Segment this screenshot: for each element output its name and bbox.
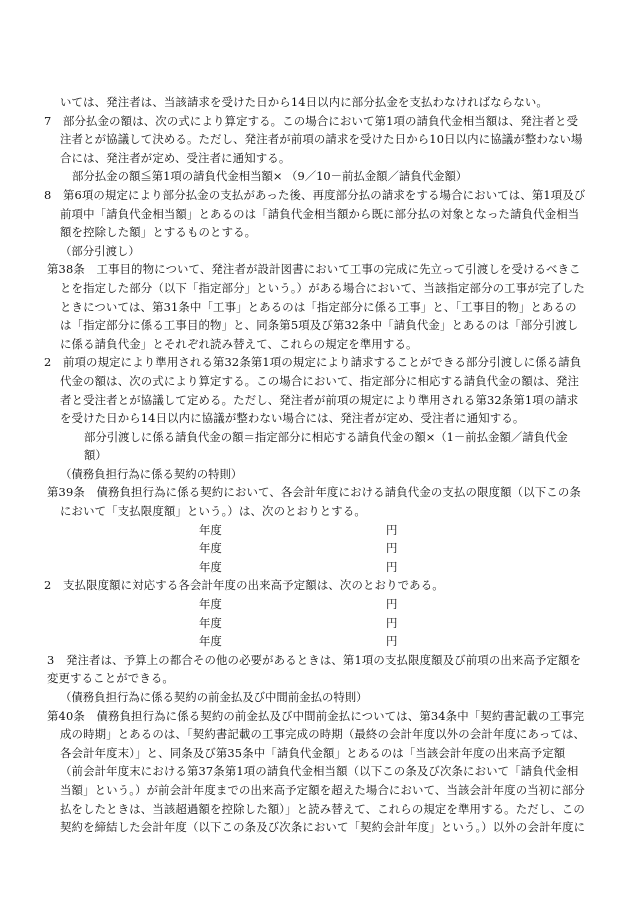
article-text: 債務負担行為に係る契約において、各会計年度における請負代金の支払の限度額（以下この条において「支払限度額」という。）は、次のとおりとする。	[60, 485, 581, 519]
paragraph-text: 前項の規定により準用される第32条第1項の規定により請求することができる部分引渡しに係る請負代金の額は、次の式により算定する。この場合において、指定部分に相応する請負代金の額は、発注者と受注者とが協議して定める。ただし、発注者が前項の規定により準用される第32条第1項の請求を受けた日から14日以内に協議が整わない場合には、発注者が定め、受注者に通知する。	[60, 355, 582, 426]
paragraph-number: 3	[47, 652, 55, 667]
table-row	[0, 539, 630, 558]
paragraph-number: 2	[44, 578, 52, 593]
yen-cell: 円	[386, 541, 398, 556]
paragraph-number: 2	[44, 355, 52, 370]
yen-cell: 円	[386, 559, 398, 574]
table-row	[0, 632, 630, 651]
paragraph-number: 8	[44, 187, 52, 202]
table-row	[0, 614, 630, 633]
article-39-paragraph-3	[47, 651, 588, 688]
article-text: 工事目的物について、発注者が設計図書において工事の完成に先立って引渡しを受けるべきことを指定した部分（以下「指定部分」という。）がある場合において、当該指定部分の工事が完了したときについては、第31条中「工事」とあるのは「指定部分に係る工事」と、「工事目的物」とあるのは「指定部分に係る工事目的物」と、同条第5項及び第32条中「請負代金」とあるのは「部分引渡しに係る請負代金」とそれぞれ読み替えて、これらの規定を準用する。	[60, 262, 585, 351]
continuation-text: いては、発注者は、当該請求を受けた日から14日以内に部分払金を支払わなければならない。	[60, 95, 548, 109]
paragraph-text: 支払限度額に対応する各会計年度の出来高予定額は、次のとおりである。	[62, 578, 444, 593]
article-text: 債務負担行為に係る契約の前金払及び中間前金払については、第34条中「契約書記載の工事完成の時期」とあるのは、「契約書記載の工事完成の時期（最終の会計年度以外の会計年度にあっては、各会計年度末）」と、同条及び第35条中「請負代金額」とあるのは「当該会計年度の出来高予定額（前会計年度末における第37条第1項の請負代金相当額（以下この条及び次条において「請負代金相当額」という。）が前会計年度までの出来高予定額を超えた場合において、当該会計年度の当初に部分払をしたときは、当該超過額を控除した額）」と読み替えて、これらの規定を準用する。ただし、この契約を締結した会計年度（以下この条及び次条において「契約会計年度」という。）以外の会計年度に	[60, 708, 586, 835]
article-38-paragraph-2	[44, 353, 588, 427]
article-39-caption: （債務負担行為に係る契約の特則）	[60, 466, 243, 481]
paragraph-number: 7	[44, 113, 52, 128]
year-cell: 年度	[199, 597, 222, 612]
article-40-caption: （債務負担行為に係る契約の前金払及び中間前金払の特則）	[60, 690, 368, 704]
planned-output-table	[0, 595, 630, 651]
year-cell: 年度	[199, 559, 222, 574]
year-cell: 年度	[199, 634, 222, 649]
paragraph-7	[44, 112, 588, 168]
article-39-paragraph-2	[44, 576, 588, 595]
article-38	[47, 260, 588, 353]
formula-partial-delivery	[84, 428, 589, 465]
formula-line-1: 部分引渡しに係る請負代金の額＝指定部分に相応する請負代金の額×（1－前払金額／請負代金	[84, 429, 568, 444]
article-number: 第39条	[47, 485, 85, 500]
yen-cell: 円	[386, 597, 398, 612]
table-row	[0, 595, 630, 614]
paragraph-text: 第6項の規定により部分払金の支払があった後、再度部分払の請求をする場合においては、第1項及び前項中「請負代金相当額」とあるのは「請負代金相当額から既に部分払の対象となった請負代金相当額を控除した額」とするものとする。	[60, 187, 586, 240]
paragraph-text: 発注者は、予算上の都合その他の必要があるときは、第1項の支払限度額及び前項の出来高予定額を変更することができる。	[47, 652, 582, 686]
year-cell: 年度	[199, 615, 222, 630]
year-cell: 年度	[199, 522, 222, 537]
formula-partial-payment: 部分払金の額≦第1項の請負代金相当額× （9／10－前払金額／請負代金額）	[72, 169, 468, 184]
paragraph-text: 部分払金の額は、次の式により算定する。この場合において第1項の請負代金相当額は、発注者と受注者とが協議して決める。ただし、発注者が前項の請求を受けた日から10日以内に協議が整わない場合には、発注者が定め、受注者に通知する。	[60, 113, 583, 165]
article-38-caption: （部分引渡し）	[60, 243, 140, 258]
yen-cell: 円	[386, 522, 398, 537]
payment-limit-table	[0, 521, 630, 577]
yen-cell: 円	[386, 615, 398, 630]
table-row	[0, 558, 630, 577]
paragraph-8	[44, 186, 588, 242]
article-40	[47, 707, 588, 837]
article-39	[47, 483, 588, 520]
year-cell: 年度	[199, 541, 222, 556]
article-number: 第40条	[47, 708, 85, 723]
formula-line-2: 額）	[84, 448, 107, 463]
article-number: 第38条	[47, 262, 85, 277]
yen-cell: 円	[386, 634, 398, 649]
table-row	[0, 521, 630, 540]
